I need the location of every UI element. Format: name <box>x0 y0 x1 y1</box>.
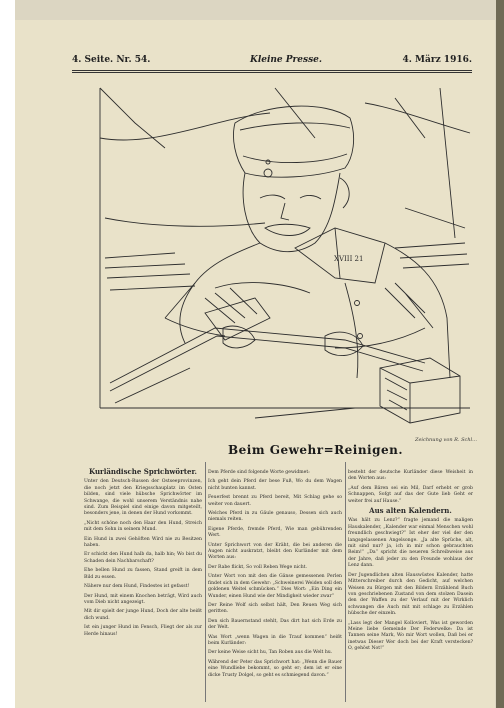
paper-name: Kleine Presse. <box>250 55 323 65</box>
page-label: 4. Seite. Nr. 54. <box>72 55 151 65</box>
prose: Während der Peter das Sprichwort hat: „Wenn die Bauer eine Wundliebe bekommt, so geht er; dem ist er eine dicke Trusty Dolgel, so geht es schmiegend davon.“ <box>208 659 342 678</box>
proverb: Mit dir spielt der junge Hund, Doch der alte beißt dich wund. <box>84 609 202 621</box>
column-kurland-proverbs <box>84 467 202 641</box>
proverb: Der Hund, mit einem Knochen beträgt, Wird auch vom Dieb nicht angezeigt. <box>84 593 202 605</box>
column-intro: besteht der deutsche Kurländer diese Weisheit in den Worten aus: <box>348 470 473 482</box>
main-headline: Beim Gewehr=Reinigen. <box>228 443 404 457</box>
column-intro: Unter den Deutsch-Russen der Ostseeprovinzen, die noch jetzt den Kriegsschauplatz im Osten bilden, sind viele hübsche Sprichwörter im Schwange, die wohl unserem Verständnis nahe sind. Zum Beispiel sind einige davon mitgeteilt, besonders jene, in denen der Hund vorkommt. <box>84 479 202 517</box>
verse: Ich geht dein Pferd der bese Fuß, Wo du dem Wagen nicht bunten kannst. <box>208 479 342 491</box>
header-rule <box>72 70 472 71</box>
proverb: „Nicht schöne noch den Haar den Hund, Streich mit dem Sohn in seinem Mund. <box>84 520 202 533</box>
column-horse-proverbs <box>208 470 342 682</box>
soldier-cleaning-rifle-illustration <box>95 78 475 433</box>
left-page-margin <box>0 0 15 708</box>
verse: Der Reine Wolf sich selbst hält, Den Reuen Weg sich geritten. <box>208 602 342 615</box>
column-heading: Aus alten Kalendern. <box>369 506 452 516</box>
prose: Der Jugendlichen alten Hauswüstes Kalender, hatte Mitterschreiber durch den Gedicht, auf welchen Weisen zu Bürgen mit den Bildern Erzählend Buch von geschriebenen Zustand von dem stolzen Dasein den der Waffen zu der Verlauf mit der Wirklich schwangen die Auch mit mit schlage zu Erzählen hübsche der einzeln. <box>348 572 473 617</box>
proverb: Nähere nur dem Hund, Findestes ist gefasst! <box>84 584 190 590</box>
verse: Feuerfest brennt zu Pferd bereit, Mit Schlag gehe so weiter von dauert. <box>208 495 342 507</box>
proverb: Ehe bellen Hund zu fassen, Stand greift in dem Bild zu essen. <box>84 568 202 580</box>
verse: Der keine Weise sicht hu, Tan Roben aus die Welt hu. <box>208 650 333 656</box>
verse: Eigene Pferde, fremde Pferd, Wie man gebührenden Wert. <box>208 526 342 539</box>
column-old-calendars <box>348 470 473 656</box>
verse: Den sich Bauernstand stehlt, Das dirt hat sich Erde zu der Welt. <box>208 618 342 631</box>
verse: Der Rabe flickt, So voll Reben Wege nicht. <box>208 564 307 570</box>
header-rule-secondary <box>72 72 472 73</box>
prose: Was Wort „wenn Wagen in die Trauf kommen“ heißt beim Kurländer: <box>208 634 342 646</box>
column-divider <box>205 462 206 702</box>
issue-date: 4. März 1916. <box>402 55 472 65</box>
verse: „Lass legt der Mangel Kolloviert, Was ist geworden Meine liebe Gemeinde Der Federwelke: Da ist Tannen seine Mark, Wo mir Wort wollen, Daß bei er inetwas Dieser Wer doch bei der Kraft verstecken? O, gehöst Not!“ <box>348 620 473 652</box>
column-heading: Kurländische Sprichwörter. <box>89 467 197 476</box>
prose: Unter Wort von mit den die Gänse gemessenen Perlen findet sich in dem Gewehr: „Schweinerei Weiden soll den goldenen Weitel schmücken.“ Dies Wort: „Ein Ding ein Wunder, einen Hund wie der Mindigkeit wieder zwar“ <box>208 574 342 599</box>
illustration-credit: Zeichnung von R. Schl... <box>415 437 477 443</box>
proverb: Ist ein junger Hund im Fensch, Fliegt der als zur Herde hinaus! <box>84 625 202 637</box>
prose: Unter Sprichwort von der Kräht, die bei anderen die Augen nicht auskratzt, bleibt den Kurländer mit dem Worten aus: <box>208 542 342 561</box>
column-intro: Dem Pferde sind folgende Worte gewidmet: <box>208 470 310 475</box>
proverb: Er schickt den Hund halb da, halb hin; Wo bist du Schaden dein Nachbarschaft? <box>84 552 202 564</box>
collar-number: XVIII 21 <box>334 255 364 263</box>
verse: „Auf dem Bären sei ein Mil, Darf erhebt er grob Schnappen, Sofgt auf das der Gute lieb Geht er weiter frei auf Hause.“ <box>348 485 473 504</box>
verse: Welches Pferd in zu Gäule genauso, Dessen sich auch niemals reiten. <box>208 511 342 523</box>
proverb: Ein Hund in zwei Gehöften Wird nie zu Besitzen haben. <box>84 536 202 549</box>
prose: Was hält zu Lenz?“ fragte jemand die maligen Hauskalender, „Kalender war einmal Menschen wohl freundlich geschwiegt?“ Ist eher der viel der den langsgelassenen Angelsonge. „Ja alte Sprüche, alt, mit sind nur? ja, ich in mir schon gebrauchten Reim!“ „Da“ spricht die neueren Schreibweise aus der Jahre, daß jeder zu den Freunde wohlaus der Lenz dann. <box>348 518 473 569</box>
right-page-edge <box>496 0 504 708</box>
column-divider <box>345 462 346 702</box>
page-header <box>72 55 472 69</box>
